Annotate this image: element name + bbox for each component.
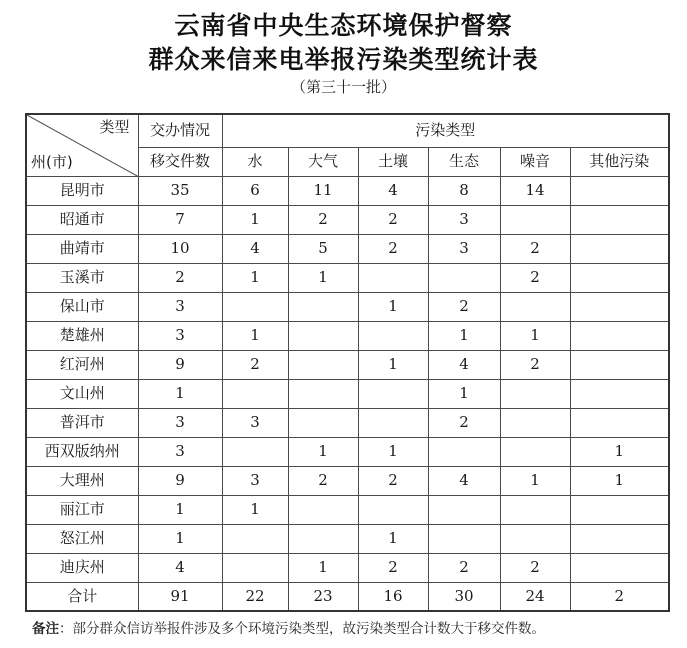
pollution-count-cell: 22 [222, 582, 288, 611]
table-row [26, 553, 669, 582]
pollution-count-cell [570, 205, 669, 234]
pollution-count-cell [222, 437, 288, 466]
pollution-count-cell: 1 [428, 321, 500, 350]
pollution-count-cell [222, 292, 288, 321]
pollution-count-cell [500, 437, 570, 466]
header-type-5: 其他污染 [570, 147, 669, 176]
pollution-count-cell [570, 408, 669, 437]
pollution-count-cell [358, 495, 428, 524]
pollution-count-cell: 2 [288, 205, 358, 234]
table-row [26, 466, 669, 495]
pollution-count-cell [358, 263, 428, 292]
transfer-count-cell: 3 [138, 437, 222, 466]
pollution-count-cell [570, 263, 669, 292]
pollution-count-cell: 1 [288, 263, 358, 292]
pollution-count-cell [570, 321, 669, 350]
pollution-count-cell: 2 [358, 205, 428, 234]
header-type-3: 生态 [428, 147, 500, 176]
pollution-count-cell: 1 [222, 321, 288, 350]
pollution-count-cell: 6 [222, 176, 288, 205]
pollution-count-cell: 1 [288, 553, 358, 582]
pollution-count-cell: 1 [222, 495, 288, 524]
pollution-count-cell: 2 [428, 408, 500, 437]
pollution-count-cell: 2 [358, 553, 428, 582]
pollution-count-cell [428, 437, 500, 466]
pollution-count-cell: 3 [428, 234, 500, 263]
pollution-count-cell [428, 524, 500, 553]
pollution-count-cell: 1 [222, 205, 288, 234]
table-row [26, 205, 669, 234]
pollution-count-cell [288, 408, 358, 437]
pollution-count-cell [570, 524, 669, 553]
pollution-count-cell [428, 495, 500, 524]
pollution-count-cell: 5 [288, 234, 358, 263]
pollution-count-cell: 2 [570, 582, 669, 611]
transfer-count-cell: 35 [138, 176, 222, 205]
transfer-count-cell: 7 [138, 205, 222, 234]
total-row [26, 582, 669, 611]
pollution-count-cell [288, 292, 358, 321]
header-type-0: 水 [222, 147, 288, 176]
table-row [26, 524, 669, 553]
pollution-count-cell: 1 [428, 379, 500, 408]
prefecture-name: 西双版纳州 [26, 437, 138, 466]
transfer-count-cell: 1 [138, 379, 222, 408]
pollution-count-cell [358, 408, 428, 437]
title-line-1: 云南省中央生态环境保护督察 [174, 11, 513, 40]
transfer-count-cell: 3 [138, 321, 222, 350]
pollution-count-cell: 2 [358, 466, 428, 495]
prefecture-name: 丽江市 [26, 495, 138, 524]
pollution-count-cell: 2 [358, 234, 428, 263]
header-type-1: 大气 [288, 147, 358, 176]
table-row [26, 408, 669, 437]
pollution-count-cell: 4 [428, 350, 500, 379]
pollution-count-cell: 2 [500, 350, 570, 379]
pollution-count-cell: 2 [222, 350, 288, 379]
pollution-count-cell: 2 [428, 553, 500, 582]
header-transfer-status: 交办情况 [138, 114, 222, 147]
corner-label-prefecture: 州(市) [31, 152, 73, 171]
pollution-count-cell: 1 [288, 437, 358, 466]
pollution-count-cell: 30 [428, 582, 500, 611]
pollution-count-cell [500, 408, 570, 437]
prefecture-name: 楚雄州 [26, 321, 138, 350]
transfer-count-cell: 4 [138, 553, 222, 582]
pollution-count-cell [222, 379, 288, 408]
corner-label-type: 类型 [99, 118, 130, 136]
prefecture-name: 怒江州 [26, 524, 138, 553]
title-line-2: 群众来信来电举报污染类型统计表 [148, 45, 539, 74]
pollution-count-cell: 16 [358, 582, 428, 611]
footnote-text: ：部分群众信访举报件涉及多个环境污染类型，故污染类型合计数大于移交件数。 [59, 621, 545, 637]
prefecture-name: 红河州 [26, 350, 138, 379]
total-label: 合计 [26, 582, 138, 611]
pollution-count-cell: 1 [500, 466, 570, 495]
header-transfer-count: 移交件数 [138, 147, 222, 176]
pollution-count-cell [222, 524, 288, 553]
pollution-count-cell: 4 [222, 234, 288, 263]
pollution-count-cell [570, 350, 669, 379]
pollution-count-cell [288, 495, 358, 524]
pollution-count-cell: 1 [570, 437, 669, 466]
pollution-count-cell [500, 379, 570, 408]
transfer-count-cell: 9 [138, 350, 222, 379]
pollution-count-cell: 4 [428, 466, 500, 495]
pollution-count-cell: 11 [288, 176, 358, 205]
table-row [26, 292, 669, 321]
prefecture-name: 保山市 [26, 292, 138, 321]
pollution-count-cell [288, 321, 358, 350]
pollution-count-cell: 3 [222, 408, 288, 437]
pollution-count-cell [570, 292, 669, 321]
pollution-count-cell: 2 [428, 292, 500, 321]
pollution-count-cell [570, 176, 669, 205]
pollution-count-cell [500, 205, 570, 234]
pollution-count-cell: 23 [288, 582, 358, 611]
pollution-count-cell: 1 [358, 437, 428, 466]
pollution-count-cell: 14 [500, 176, 570, 205]
pollution-count-cell: 24 [500, 582, 570, 611]
table-row [26, 379, 669, 408]
pollution-count-cell: 2 [500, 263, 570, 292]
pollution-count-cell: 1 [358, 292, 428, 321]
pollution-count-cell [222, 553, 288, 582]
pollution-count-cell [570, 234, 669, 263]
transfer-count-cell: 3 [138, 292, 222, 321]
pollution-count-cell [358, 379, 428, 408]
header-corner-cell [26, 114, 138, 176]
pollution-count-cell: 2 [500, 234, 570, 263]
table-row [26, 437, 669, 466]
prefecture-name: 昆明市 [26, 176, 138, 205]
pollution-count-cell: 1 [570, 466, 669, 495]
table-row [26, 321, 669, 350]
pollution-count-cell [570, 379, 669, 408]
prefecture-name: 玉溪市 [26, 263, 138, 292]
pollution-count-cell: 1 [358, 524, 428, 553]
pollution-count-cell: 4 [358, 176, 428, 205]
pollution-count-cell [288, 379, 358, 408]
pollution-count-cell [358, 321, 428, 350]
prefecture-name: 普洱市 [26, 408, 138, 437]
pollution-count-cell: 2 [500, 553, 570, 582]
pollution-count-cell: 8 [428, 176, 500, 205]
table-row [26, 263, 669, 292]
table-row [26, 176, 669, 205]
table-row [26, 234, 669, 263]
table-row [26, 495, 669, 524]
pollution-count-cell [288, 350, 358, 379]
pollution-count-cell: 1 [358, 350, 428, 379]
footnote [32, 617, 545, 637]
pollution-count-cell [288, 524, 358, 553]
prefecture-name: 文山州 [26, 379, 138, 408]
transfer-count-cell: 9 [138, 466, 222, 495]
pollution-count-cell [500, 292, 570, 321]
header-pollution-types: 污染类型 [222, 114, 669, 147]
prefecture-name: 曲靖市 [26, 234, 138, 263]
prefecture-name: 迪庆州 [26, 553, 138, 582]
transfer-count-cell: 1 [138, 495, 222, 524]
pollution-count-cell: 3 [428, 205, 500, 234]
transfer-count-cell: 1 [138, 524, 222, 553]
prefecture-name: 昭通市 [26, 205, 138, 234]
pollution-count-cell: 1 [500, 321, 570, 350]
transfer-count-cell: 2 [138, 263, 222, 292]
transfer-count-cell: 10 [138, 234, 222, 263]
header-type-4: 噪音 [500, 147, 570, 176]
pollution-count-cell [428, 263, 500, 292]
pollution-count-cell: 1 [222, 263, 288, 292]
pollution-count-cell: 3 [222, 466, 288, 495]
pollution-count-cell [500, 524, 570, 553]
batch-subtitle: （第三十一批） [290, 78, 396, 96]
transfer-count-cell: 3 [138, 408, 222, 437]
pollution-count-cell: 2 [288, 466, 358, 495]
prefecture-name: 大理州 [26, 466, 138, 495]
table-row [26, 350, 669, 379]
pollution-statistics-table [25, 113, 670, 612]
pollution-count-cell [570, 495, 669, 524]
pollution-count-cell [500, 495, 570, 524]
header-type-2: 土壤 [358, 147, 428, 176]
pollution-count-cell [570, 553, 669, 582]
transfer-count-cell: 91 [138, 582, 222, 611]
footnote-label: 备注 [32, 621, 59, 637]
